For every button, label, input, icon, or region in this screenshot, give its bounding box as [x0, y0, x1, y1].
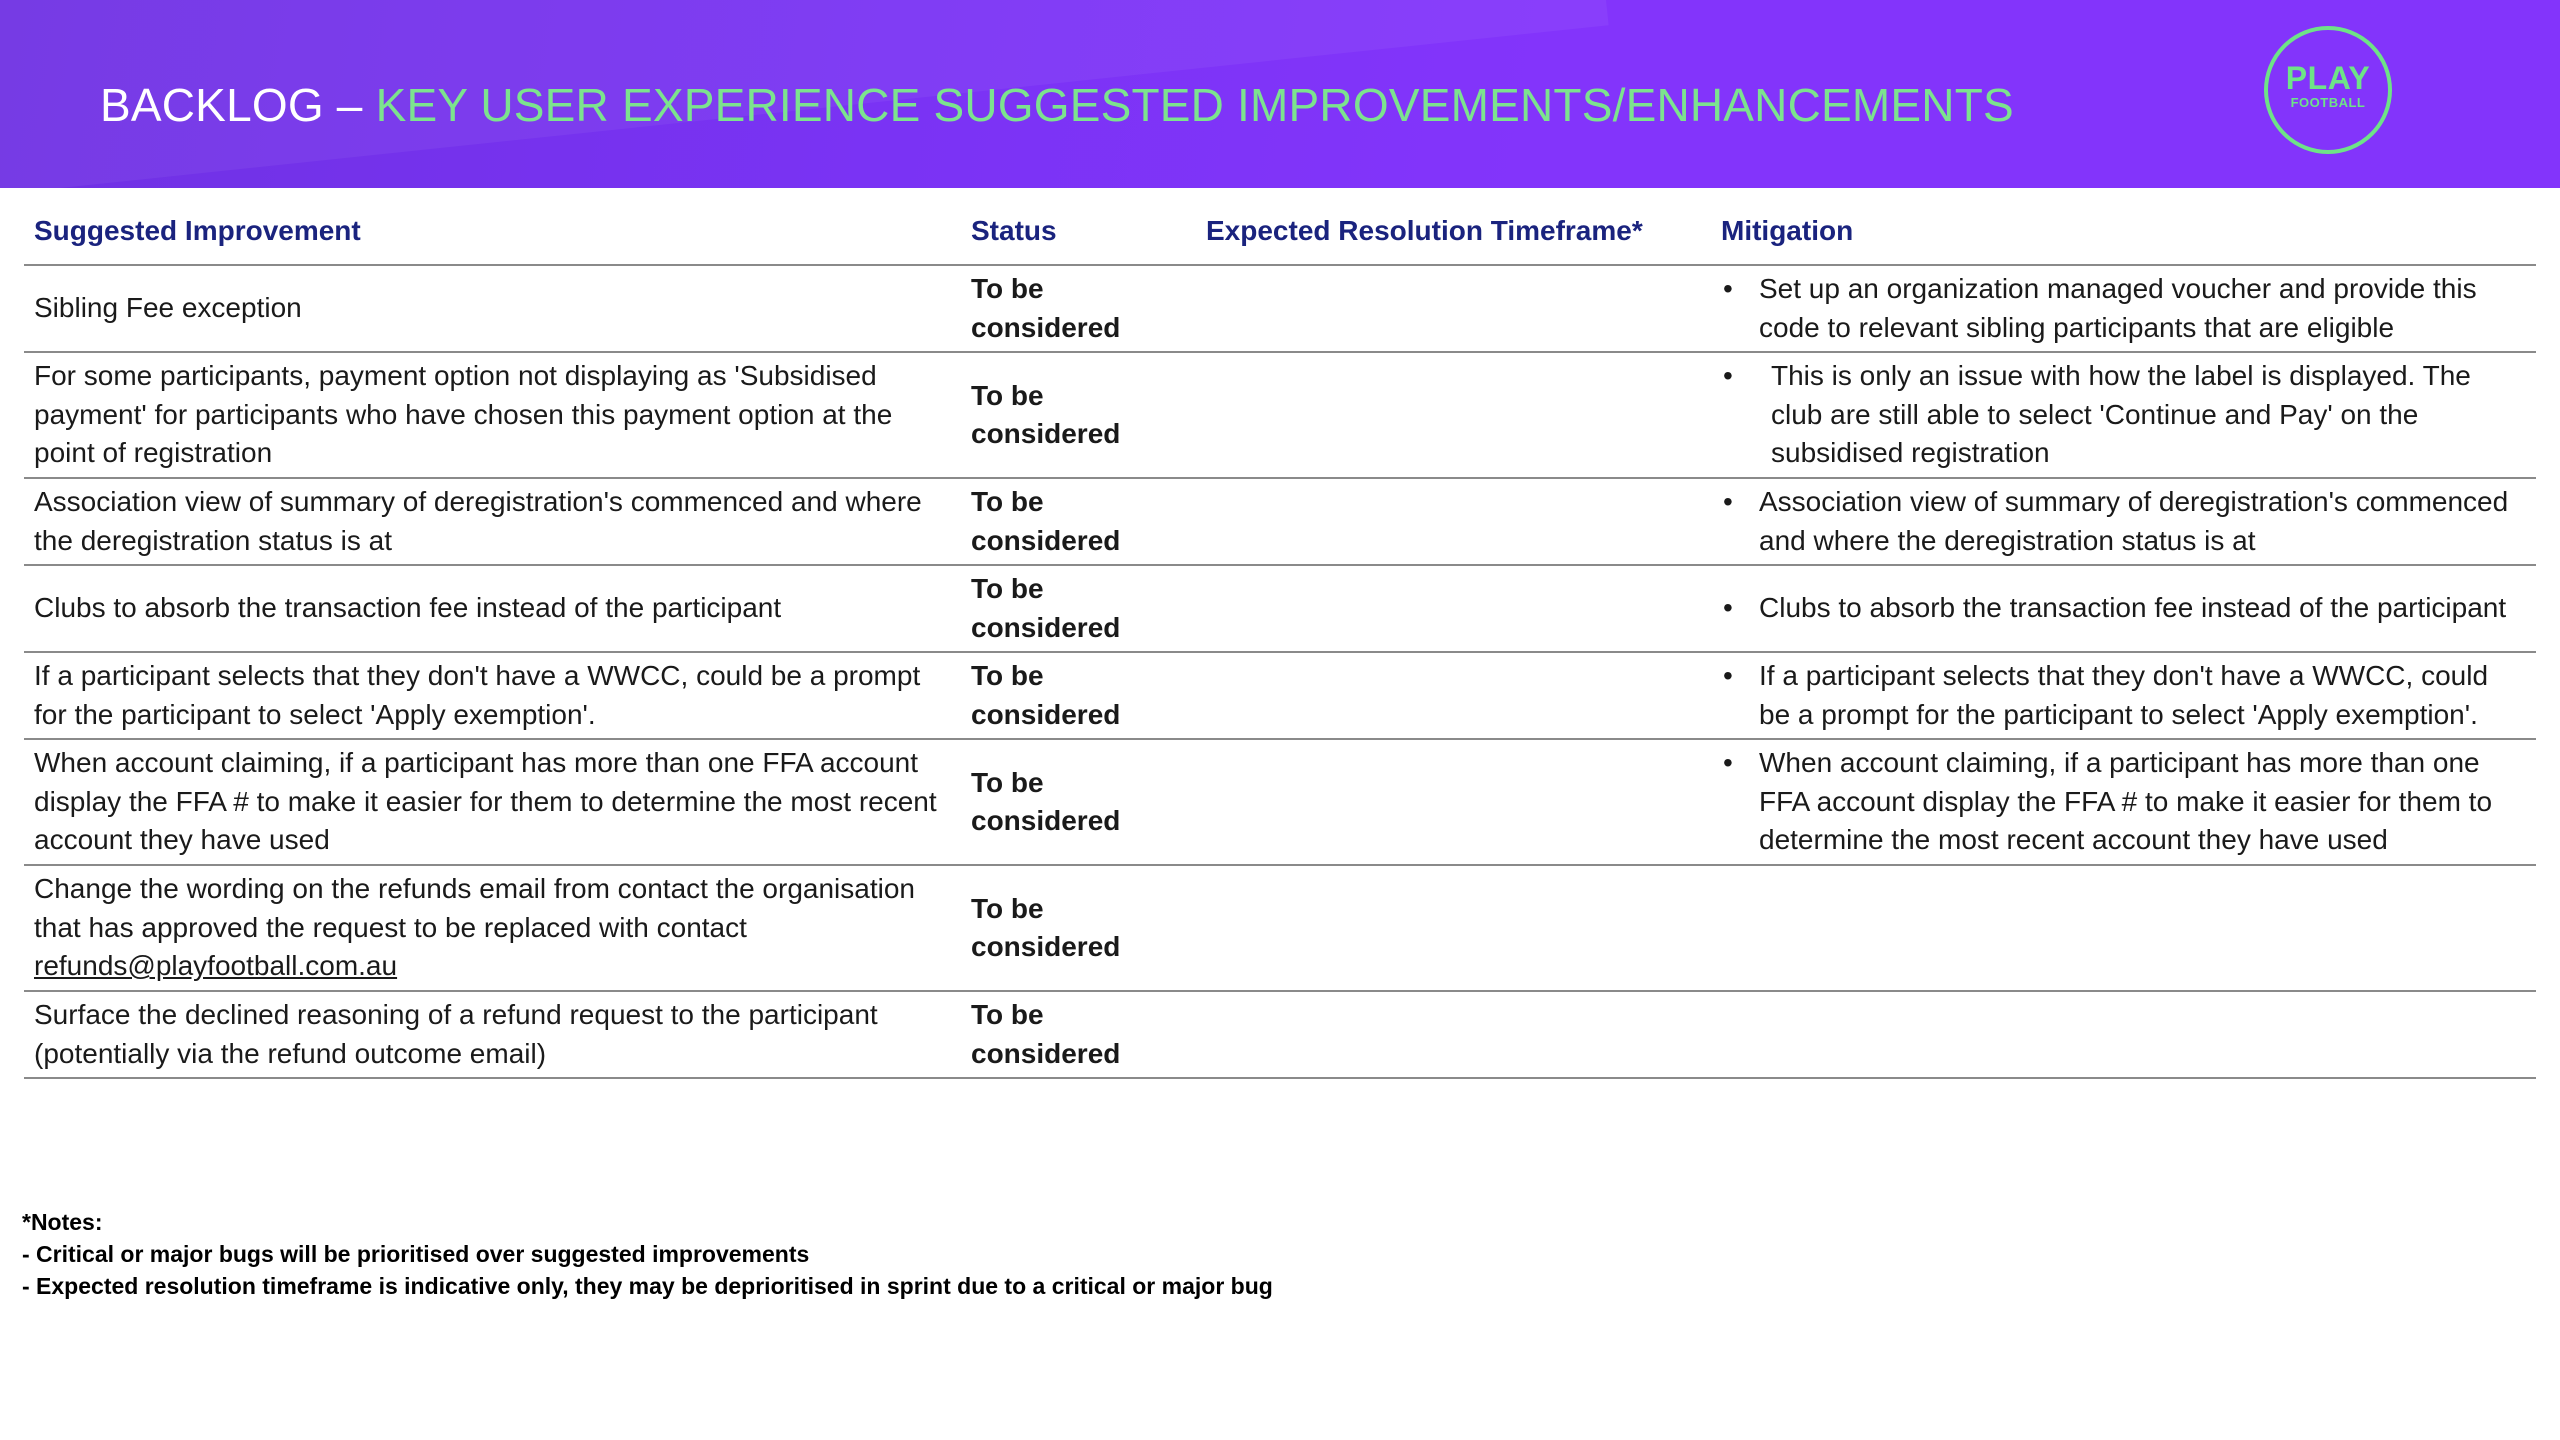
- improvement-cell: Association view of summary of deregistration's commenced and where the deregistration status is at: [24, 478, 961, 565]
- improvement-cell: Surface the declined reasoning of a refund request to the participant (potentially via the refund outcome email): [24, 991, 961, 1078]
- timeframe-cell: [1196, 865, 1711, 991]
- improvement-cell: When account claiming, if a participant has more than one FFA account display the FFA # to make it easier for them to determine the most recent account they have used: [24, 739, 961, 865]
- title-highlight: KEY USER EXPERIENCE SUGGESTED IMPROVEMENTS/ENHANCEMENTS: [375, 79, 2014, 131]
- mitigation-bullet: • When account claiming, if a participant has more than one FFA account display the FFA # to make it easier for them to determine the most recent account they have used: [1721, 744, 2526, 860]
- column-header-mitigation: Mitigation: [1711, 198, 2536, 265]
- column-header-status: Status: [961, 198, 1196, 265]
- status-cell: To be considered: [961, 991, 1196, 1078]
- improvement-cell: Sibling Fee exception: [24, 265, 961, 352]
- mitigation-bullet: • If a participant selects that they don't have a WWCC, could be a prompt for the participant to select 'Apply exemption'.: [1721, 657, 2526, 734]
- mitigation-bullet: • This is only an issue with how the label is displayed. The club are still able to select 'Continue and Pay' on the subsidised registration: [1721, 357, 2526, 473]
- column-header-expected-resolution-timeframe: Expected Resolution Timeframe*: [1196, 198, 1711, 265]
- mitigation-bullet: • Set up an organization managed voucher and provide this code to relevant sibling participants that are eligible: [1721, 270, 2526, 347]
- slide-title: [100, 79, 2014, 131]
- mitigation-cell: [1711, 739, 2536, 865]
- improvement-cell: If a participant selects that they don't have a WWCC, could be a prompt for the participant to select 'Apply exemption'.: [24, 652, 961, 739]
- status-cell: To be considered: [961, 652, 1196, 739]
- mitigation-bullet: • Association view of summary of deregistration's commenced and where the deregistration status is at: [1721, 483, 2526, 560]
- play-football-logo: [2264, 26, 2392, 154]
- timeframe-cell: [1196, 478, 1711, 565]
- mitigation-cell: [1711, 352, 2536, 478]
- status-cell: To be considered: [961, 352, 1196, 478]
- table-row: [24, 865, 2536, 991]
- improvement-cell: [24, 865, 961, 991]
- notes-line: - Expected resolution timeframe is indicative only, they may be deprioritised in sprint due to a critical or major bug: [22, 1273, 1273, 1299]
- timeframe-cell: [1196, 265, 1711, 352]
- column-header-suggested-improvement: Suggested Improvement: [24, 198, 961, 265]
- backlog-table: [24, 198, 2536, 1079]
- status-cell: To be considered: [961, 739, 1196, 865]
- mitigation-cell: [1711, 652, 2536, 739]
- timeframe-cell: [1196, 739, 1711, 865]
- mitigation-cell: [1711, 991, 2536, 1078]
- notes-heading: *Notes:: [22, 1209, 103, 1235]
- timeframe-cell: [1196, 352, 1711, 478]
- table-header-row: [24, 198, 2536, 265]
- table-row: [24, 652, 2536, 739]
- timeframe-cell: [1196, 991, 1711, 1078]
- title-banner: [0, 0, 2560, 188]
- notes-line: - Critical or major bugs will be prioritised over suggested improvements: [22, 1241, 810, 1267]
- status-cell: To be considered: [961, 565, 1196, 652]
- status-cell: To be considered: [961, 478, 1196, 565]
- improvement-cell: For some participants, payment option not displaying as 'Subsidised payment' for participants who have chosen this payment option at the point of registration: [24, 352, 961, 478]
- table-row: [24, 991, 2536, 1078]
- mitigation-cell: [1711, 478, 2536, 565]
- table-row: [24, 739, 2536, 865]
- timeframe-cell: [1196, 652, 1711, 739]
- logo-word-football: FOOTBALL: [2290, 95, 2366, 110]
- status-cell: To be considered: [961, 265, 1196, 352]
- status-cell: To be considered: [961, 865, 1196, 991]
- improvement-cell: Clubs to absorb the transaction fee instead of the participant: [24, 565, 961, 652]
- table-row: [24, 478, 2536, 565]
- footnotes: [22, 1206, 1273, 1302]
- mitigation-bullet: • Clubs to absorb the transaction fee instead of the participant: [1721, 589, 2526, 628]
- table-row: [24, 565, 2536, 652]
- mitigation-cell: [1711, 265, 2536, 352]
- logo-word-play: PLAY: [2285, 60, 2371, 96]
- mitigation-cell: [1711, 565, 2536, 652]
- table-row: [24, 265, 2536, 352]
- refunds-email-link[interactable]: refunds@playfootball.com.au: [34, 950, 398, 982]
- title-prefix: BACKLOG –: [100, 79, 376, 131]
- improvement-text: Change the wording on the refunds email from contact the organisation that has approved the request to be replaced with contact: [34, 873, 915, 943]
- table-row: [24, 352, 2536, 478]
- timeframe-cell: [1196, 565, 1711, 652]
- mitigation-cell: [1711, 865, 2536, 991]
